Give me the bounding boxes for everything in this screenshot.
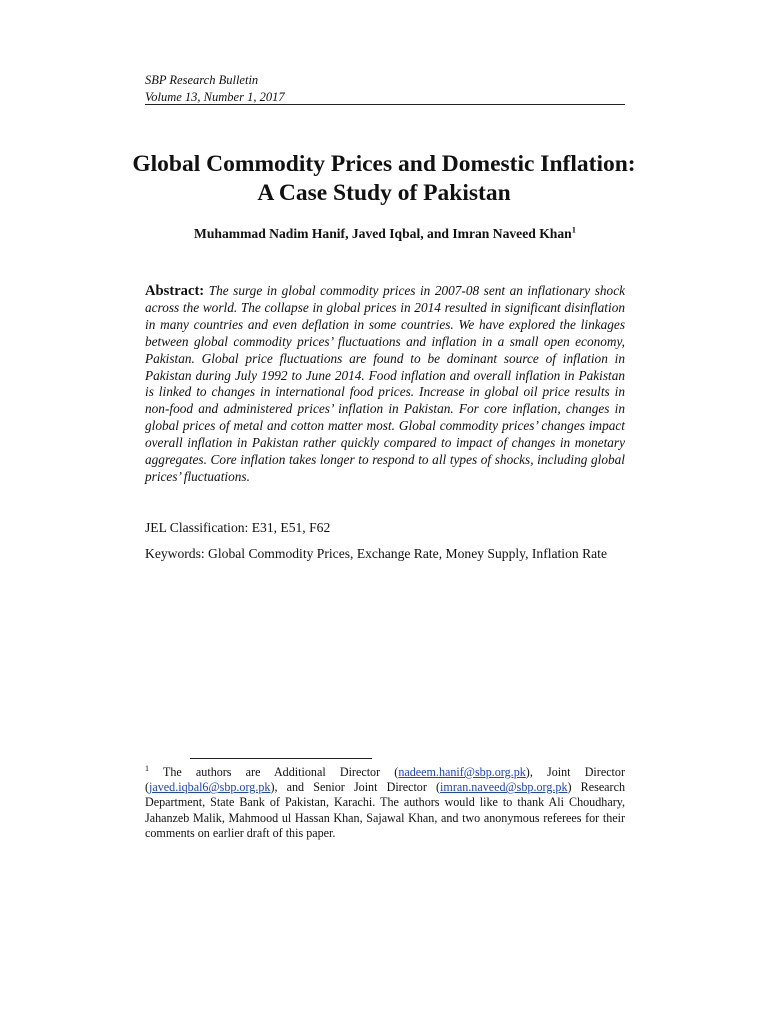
abstract-text: The surge in global commodity prices in 2007-08 sent an inflationary shock across the world. The collapse in global prices in 2014 resulted in significant disinflation in many countries and even deflation in some countries. We have explored the linkages between global commodity prices’ fluctuations and inflation in a small open economy, Pakistan. Global price fluctuations are found to be dominant source of inflation in Pakistan during July 1992 to June 2014. Food inflation and overall inflation in Pakistan is linked to changes in international food prices. Increase in global oil price results in non-food and administered prices’ inflation in Pakistan. For core inflation, changes in global prices of metal and cotton matter most. Global commodity prices’ changes impact overall inflation in Pakistan rather quickly compared to impact of changes in monetary aggregates. Core inflation takes longer to respond to all types of shocks, including global prices’ fluctuations. — [145, 283, 625, 484]
header-divider — [145, 104, 625, 105]
volume-info: Volume 13, Number 1, 2017 — [145, 90, 285, 104]
footnote-text-1: The authors are Additional Director ( — [149, 765, 399, 779]
author-names: Muhammad Nadim Hanif, Javed Iqbal, and Imran Naveed Khan — [194, 226, 572, 241]
email-link-iqbal[interactable]: javed.iqbal6@sbp.org.pk — [149, 780, 271, 795]
author-line — [145, 226, 625, 242]
footnote-text-2: ), Joint Director ( — [145, 765, 625, 795]
email-link-hanif[interactable]: nadeem.hanif@sbp.org.pk — [398, 765, 526, 779]
paper-title: Global Commodity Prices and Domestic Inflation: A Case Study of Pakistan — [132, 151, 636, 206]
email-link-khan[interactable]: imran.naveed@sbp.org.pk — [440, 780, 568, 795]
journal-name: SBP Research Bulletin — [145, 73, 259, 87]
running-header — [145, 72, 625, 106]
author-footnote-marker: 1 — [571, 224, 576, 235]
abstract — [145, 283, 625, 486]
footnote-marker: 1 — [145, 763, 149, 773]
footnote-text-3: ), and Senior Joint Director ( — [270, 780, 441, 795]
keywords: Keywords: Global Commodity Prices, Exchange Rate, Money Supply, Inflation Rate — [145, 546, 607, 561]
abstract-label: Abstract: — [145, 283, 205, 299]
footnote-text-4: ) Research Department, State Bank of Pakistan, Karachi. The authors would like to thank Ali Choudhary, Jahanzeb Malik, Mahmood ul Hassan Khan, Sajawal Khan, and two anonymous referees for their comments on earlier draft of this paper. — [145, 780, 625, 840]
footnote — [145, 765, 625, 841]
footnote-divider — [190, 758, 372, 759]
jel-classification: JEL Classification: E31, E51, F62 — [145, 520, 331, 535]
